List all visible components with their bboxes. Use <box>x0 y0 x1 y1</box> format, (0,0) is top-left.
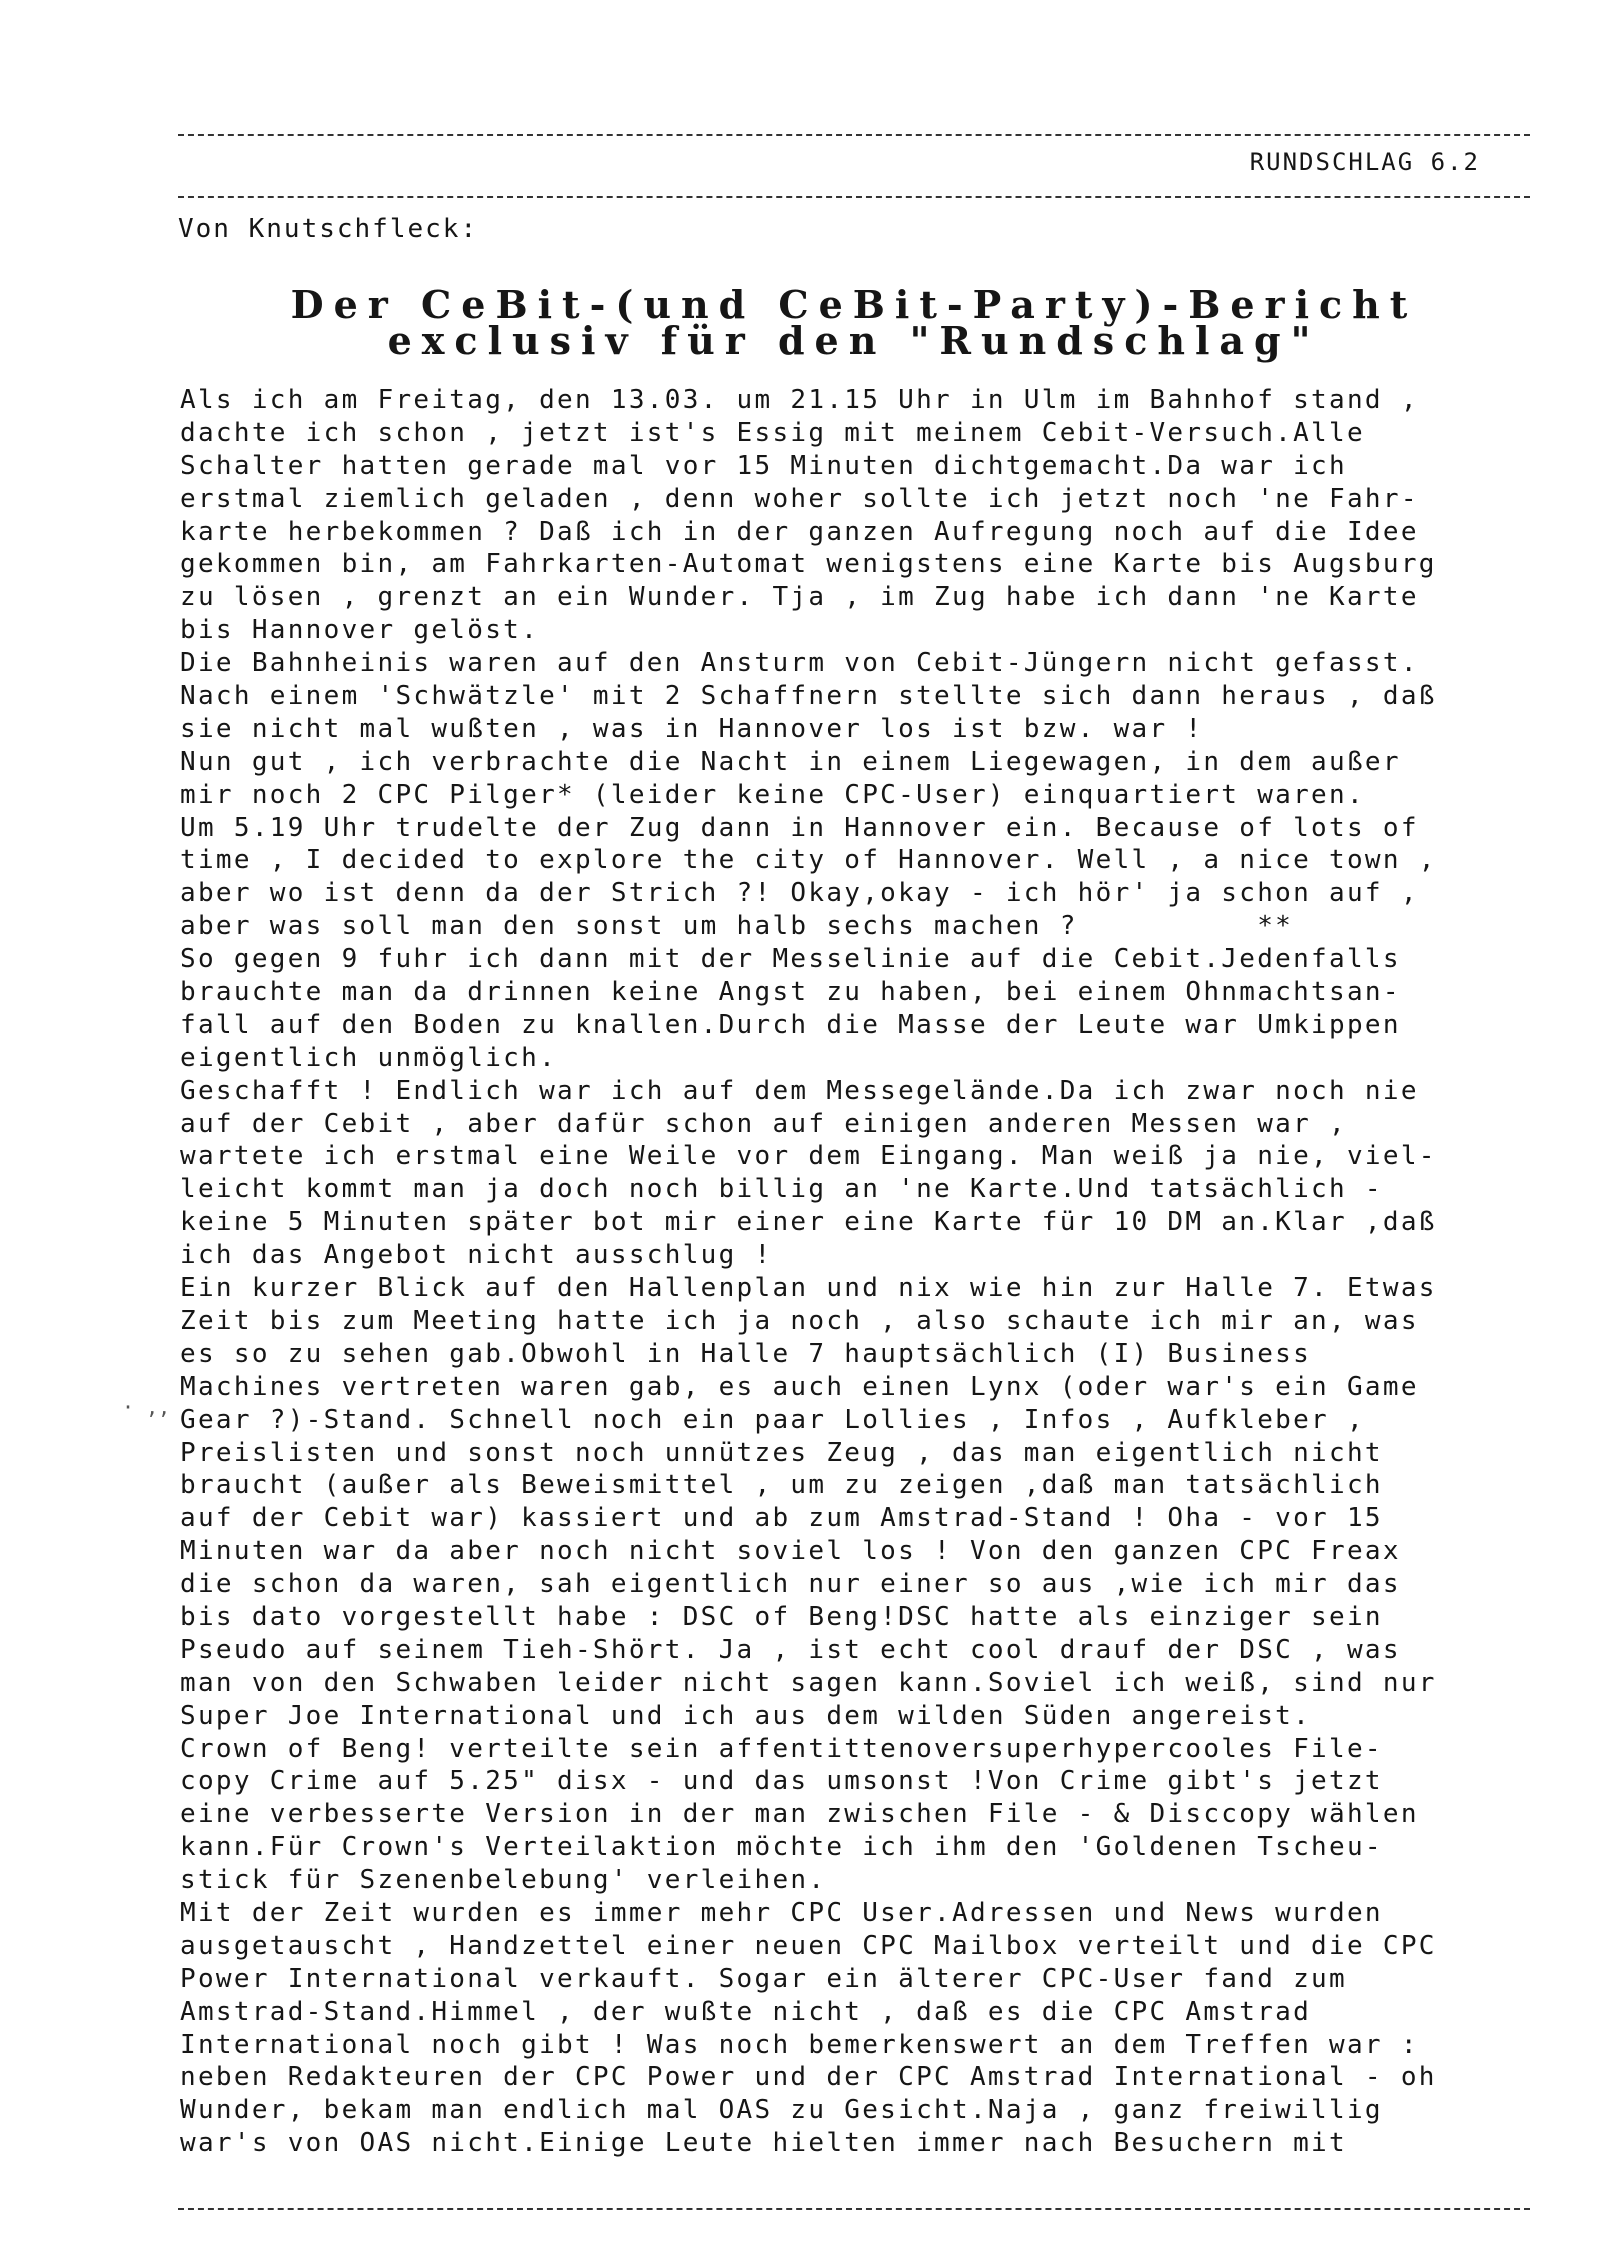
body-text-line: kann.Für Crown's Verteilaktion möchte ich ihm den 'Goldenen Tscheu- <box>180 1832 1383 1863</box>
body-text-line: dachte ich schon , jetzt ist's Essig mit meinem Cebit-Versuch.Alle <box>180 417 1365 448</box>
body-text-line: erstmal ziemlich geladen , denn woher sollte ich jetzt noch 'ne Fahr- <box>180 483 1419 514</box>
body-text-line: Geschafft ! Endlich war ich auf dem Messegelände.Da ich zwar noch nie <box>180 1075 1419 1106</box>
top-divider <box>178 134 1530 136</box>
body-text-line: leicht kommt man ja doch noch billig an 'ne Karte.Und tatsächlich - <box>180 1174 1383 1205</box>
body-text-line: Pseudo auf seinem Tieh-Shört. Ja , ist echt cool drauf der DSC , was <box>180 1634 1401 1665</box>
body-text-line: braucht (außer als Beweismittel , um zu zeigen ,daß man tatsächlich <box>180 1470 1383 1501</box>
body-text-line: Zeit bis zum Meeting hatte ich ja noch , also schaute ich mir an, was <box>180 1305 1419 1336</box>
body-text-line: keine 5 Minuten später bot mir einer eine Karte für 10 DM an.Klar ,daß <box>180 1207 1437 1238</box>
body-text-line: time , I decided to explore the city of Hannover. Well , a nice town , <box>180 845 1437 876</box>
body-text-line: Mit der Zeit wurden es immer mehr CPC User.Adressen und News wurden <box>180 1897 1383 1928</box>
body-text-line: ausgetauscht , Handzettel einer neuen CPC Mailbox verteilt und die CPC <box>180 1930 1437 1961</box>
bottom-divider <box>178 2208 1530 2210</box>
article-body <box>180 384 1540 2160</box>
body-text-line: die schon da waren, sah eigentlich nur einer so aus ,wie ich mir das <box>180 1569 1401 1600</box>
body-text-line: Nach einem 'Schwätzle' mit 2 Schaffnern stellte sich dann heraus , daß <box>180 681 1437 712</box>
body-text-line: ich das Angebot nicht ausschlug ! <box>180 1240 773 1271</box>
article-headline-line-2: exclusiv für den "Rundschlag" <box>387 318 1321 363</box>
body-text-line: gekommen bin, am Fahrkarten-Automat wenigstens eine Karte bis Augsburg <box>180 549 1437 580</box>
body-text-line: bis Hannover gelöst. <box>180 615 540 646</box>
body-text-line: wartete ich erstmal eine Weile vor dem Eingang. Man weiß ja nie, viel- <box>180 1141 1437 1172</box>
body-text-line: brauchte man da drinnen keine Angst zu haben, bei einem Ohnmachtsan- <box>180 977 1401 1008</box>
body-text-line: Amstrad-Stand.Himmel , der wußte nicht , daß es die CPC Amstrad <box>180 1996 1312 2027</box>
body-text-line: Machines vertreten waren gab, es auch einen Lynx (oder war's ein Game <box>180 1371 1419 1402</box>
body-text-line: Ein kurzer Blick auf den Hallenplan und nix wie hin zur Halle 7. Etwas <box>180 1273 1437 1304</box>
body-text-line: war's von OAS nicht.Einige Leute hielten immer nach Besuchern mit <box>180 2128 1347 2159</box>
margin-mark: · ,, <box>122 1395 171 1419</box>
body-text-line: Preislisten und sonst noch unnützes Zeug , das man eigentlich nicht <box>180 1437 1383 1468</box>
body-text-line: Als ich am Freitag, den 13.03. um 21.15 Uhr in Ulm im Bahnhof stand , <box>180 385 1419 415</box>
body-text-line: zu lösen , grenzt an ein Wunder. Tja , im Zug habe ich dann 'ne Karte <box>180 582 1419 613</box>
body-text-line: International noch gibt ! Was noch bemerkenswert an dem Treffen war : <box>180 2029 1419 2060</box>
body-text-line: neben Redakteuren der CPC Power und der CPC Amstrad International - oh <box>180 2062 1437 2093</box>
body-text-line: Um 5.19 Uhr trudelte der Zug dann in Hannover ein. Because of lots of <box>180 812 1419 843</box>
body-text-line: eigentlich unmöglich. <box>180 1042 558 1073</box>
body-text-line: auf der Cebit , aber dafür schon auf einigen anderen Messen war , <box>180 1108 1347 1139</box>
body-text-line: aber wo ist denn da der Strich ?! Okay,okay - ich hör' ja schon auf , <box>180 878 1419 909</box>
body-text-line: bis dato vorgestellt habe : DSC of Beng!DSC hatte als einziger sein <box>180 1601 1383 1632</box>
body-text-line: Minuten war da aber noch nicht soviel los ! Von den ganzen CPC Freax <box>180 1536 1401 1567</box>
body-text-line: copy Crime auf 5.25" disx - und das umsonst !Von Crime gibt's jetzt <box>180 1766 1383 1797</box>
body-text-line: sie nicht mal wußten , was in Hannover los ist bzw. war ! <box>180 713 1204 744</box>
body-text-line: Super Joe International und ich aus dem wilden Süden angereist. <box>180 1700 1312 1731</box>
body-text-line: man von den Schwaben leider nicht sagen kann.Soviel ich weiß, sind nur <box>180 1667 1437 1698</box>
page-header-title: RUNDSCHLAG 6.2 <box>1249 148 1480 176</box>
header-divider <box>178 196 1530 198</box>
body-text-line: aber was soll man den sonst um halb sechs machen ? ** <box>180 911 1294 942</box>
body-text-line: Wunder, bekam man endlich mal OAS zu Gesicht.Naja , ganz freiwillig <box>180 2095 1383 2126</box>
body-text-line: stick für Szenenbelebung' verleihen. <box>180 1865 827 1896</box>
body-text-line: auf der Cebit war) kassiert und ab zum Amstrad-Stand ! Oha - vor 15 <box>180 1503 1383 1534</box>
body-text-line: fall auf den Boden zu knallen.Durch die Masse der Leute war Umkippen <box>180 1009 1401 1040</box>
body-text-line: Crown of Beng! verteilte sein affentittenoversuperhypercooles File- <box>180 1733 1383 1764</box>
body-text-line: Die Bahnheinis waren auf den Ansturm von Cebit-Jüngern nicht gefasst. <box>180 648 1419 679</box>
body-text-line: Power International verkauft. Sogar ein älterer CPC-User fand zum <box>180 1963 1347 1994</box>
body-text-line: karte herbekommen ? Daß ich in der ganzen Aufregung noch auf die Idee <box>180 516 1419 547</box>
author-line: Von Knutschfleck: <box>178 214 479 244</box>
body-text-line: eine verbesserte Version in der man zwischen File - & Disccopy wählen <box>180 1799 1419 1830</box>
article-headline-line-1: Der CeBit-(und CeBit-Party)-Bericht <box>290 282 1418 327</box>
body-text-line: Gear ?)-Stand. Schnell noch ein paar Lollies , Infos , Aufkleber , <box>180 1404 1365 1435</box>
body-text-line: mir noch 2 CPC Pilger* (leider keine CPC-User) einquartiert waren. <box>180 779 1365 810</box>
body-text-line: So gegen 9 fuhr ich dann mit der Messelinie auf die Cebit.Jedenfalls <box>180 944 1401 975</box>
body-text-line: es so zu sehen gab.Obwohl in Halle 7 hauptsächlich (I) Business <box>180 1338 1312 1369</box>
body-text-line: Schalter hatten gerade mal vor 15 Minuten dichtgemacht.Da war ich <box>180 450 1347 481</box>
body-text-line: Nun gut , ich verbrachte die Nacht in einem Liegewagen, in dem außer <box>180 746 1401 777</box>
